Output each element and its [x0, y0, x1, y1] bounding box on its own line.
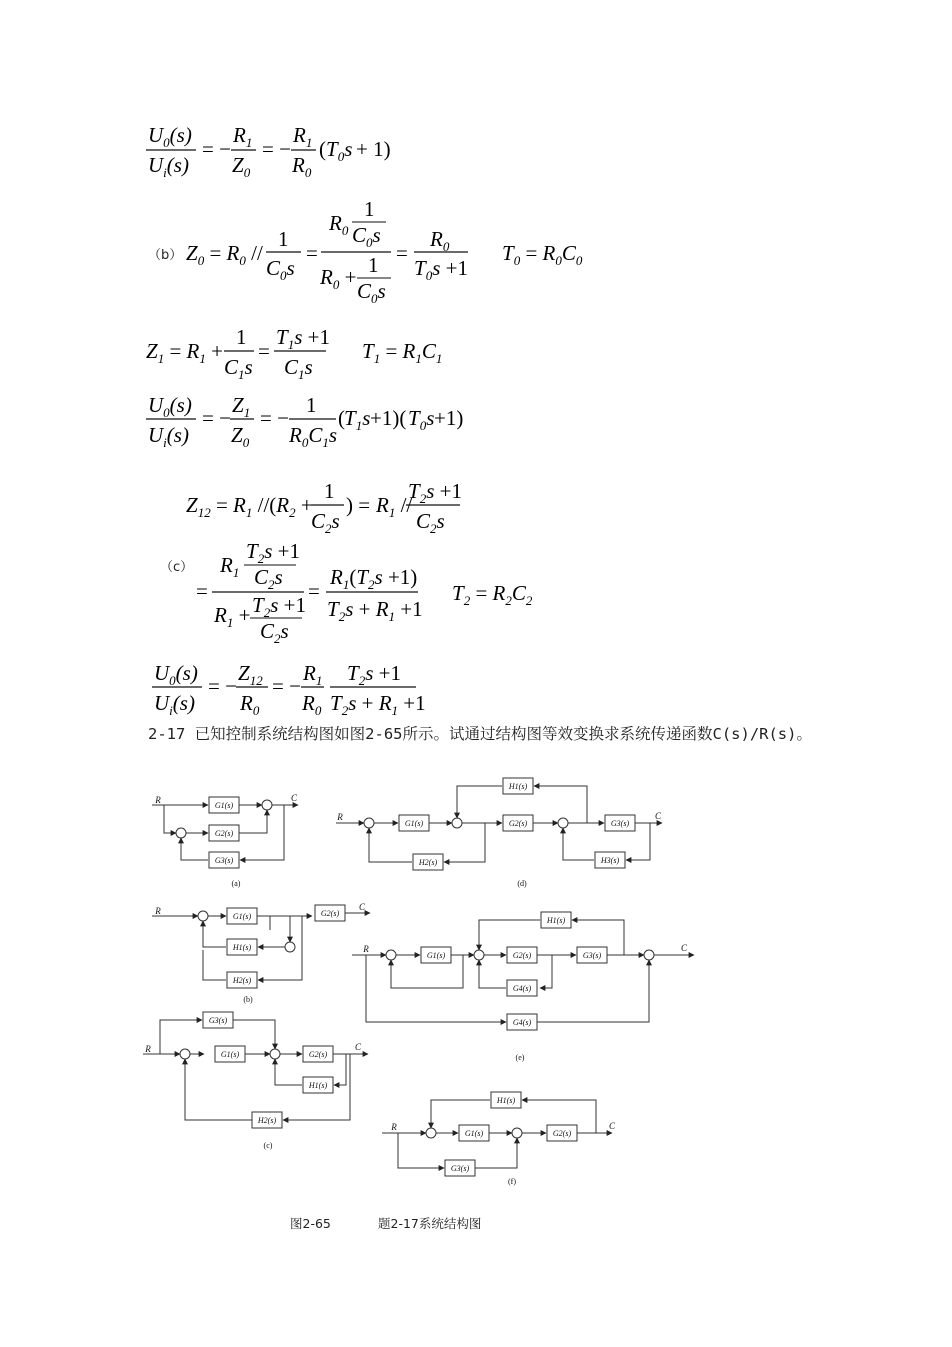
- svg-text:T2s + R1 +1: $T_2s + R_1 +1$: [327, 597, 423, 624]
- sum-b-1: [198, 911, 208, 921]
- svg-text:R1(T2s +1): $R_1(T_2s +1)$: [330, 565, 418, 592]
- svg-text:Ui(s): $U_i(s)$: [148, 423, 189, 450]
- block-e-g4-label: G4(s): [512, 1018, 532, 1027]
- sum-e-3: [644, 950, 654, 960]
- svg-text:R1 //: $R_1$ //: [376, 493, 413, 520]
- block-c-h2-label: H2(s): [257, 1116, 277, 1125]
- block-f-h1-label: H1(s): [496, 1096, 516, 1105]
- svg-text:Z0 = R0 //: $Z_0 = R_0$ //: [186, 241, 263, 268]
- svg-text:R1: $R_1$: [220, 553, 240, 580]
- block-c-g3-label: G3(s): [208, 1016, 228, 1025]
- svg-text:T2s + R1 +1: $T_2s + R_1 +1$: [330, 691, 426, 718]
- block-e-g3-label: G3(s): [582, 951, 602, 960]
- block-e-h1-label: G4(s): [512, 984, 532, 993]
- svg-text:U0(s): $U_0(s)$: [148, 123, 192, 150]
- figure-caption-number: 图2-65: [290, 1216, 331, 1231]
- svg-text:R1 +: $R_1$ +: [214, 603, 251, 630]
- signal-line: [185, 1059, 252, 1120]
- block-d-g1-label: G1(s): [404, 819, 424, 828]
- svg-text:= −: = −: [260, 406, 289, 430]
- svg-text:C2s: $C_2s$: [416, 509, 445, 536]
- signal-line: [275, 1059, 302, 1085]
- svg-text:1: 1: [306, 393, 317, 417]
- svg-text:=: =: [396, 241, 408, 265]
- input-label-e: R: [363, 944, 369, 954]
- svg-text:+1)(: +1)(: [370, 406, 407, 430]
- sum-b-2: [285, 942, 295, 952]
- signal-line: [233, 1020, 275, 1049]
- svg-text:U0(s): $U_0(s)$: [154, 661, 198, 688]
- svg-text:(: (: [319, 137, 326, 161]
- svg-text:Ui(s): $U_i(s)$: [154, 691, 195, 718]
- svg-text:T0 = R0C0: $T_0 = R_0C_0$: [502, 241, 583, 268]
- signal-line: [181, 838, 208, 860]
- input-label-b: R: [155, 906, 161, 916]
- sum-c-1: [180, 1049, 190, 1059]
- svg-text:= −: = −: [202, 137, 231, 161]
- sum-d-2: [452, 818, 462, 828]
- sum-d-1: [364, 818, 374, 828]
- svg-text:T2s +1: $T_2s +1$: [252, 593, 306, 620]
- sum-f-1: [426, 1128, 436, 1138]
- svg-text:T0s +1: $T_0s +1$: [414, 256, 468, 283]
- block-f-g3-label: G3(s): [450, 1164, 470, 1173]
- block-a-g1-label: G1(s): [214, 801, 234, 810]
- input-label-a: R: [155, 795, 161, 805]
- input-label-c: R: [145, 1044, 151, 1054]
- svg-text:T2s +1: $T_2s +1$: [408, 479, 462, 506]
- signal-line: [563, 828, 594, 860]
- svg-text:T2 = R2C2: $T_2 = R_2C_2$: [452, 581, 533, 608]
- block-b-g2-label: G2(s): [320, 909, 340, 918]
- subfig-label-c: (c): [263, 1141, 273, 1150]
- signal-line: [431, 1100, 490, 1128]
- subfig-label-f: (f): [508, 1177, 516, 1186]
- block-d-g3-label: G3(s): [610, 819, 630, 828]
- output-label-e: C: [680, 943, 688, 953]
- svg-text:=: =: [308, 579, 320, 603]
- svg-text:T2s +1: $T_2s +1$: [246, 539, 300, 566]
- svg-text:R0 +: $R_0$ +: [320, 265, 357, 292]
- svg-text:= −: = −: [208, 674, 237, 698]
- block-c-g1-label: G1(s): [220, 1050, 240, 1059]
- svg-text:C0s: $C_0s$: [266, 256, 295, 283]
- signal-line: [334, 1054, 346, 1085]
- label-c: （c）: [160, 560, 194, 575]
- svg-text:= −: = −: [272, 674, 301, 698]
- block-d-g2-label: G2(s): [508, 819, 528, 828]
- sum-f-2: [512, 1128, 522, 1138]
- svg-text:Z1 = R1 +: $Z_1 = R_1$ +: [146, 339, 223, 366]
- figure-caption-title: 题2-17系统结构图: [378, 1216, 482, 1231]
- signal-line: [540, 955, 552, 988]
- svg-text:C1s: $C_1s$: [224, 355, 253, 382]
- sum-e-2: [474, 950, 484, 960]
- input-label-d: R: [337, 812, 343, 822]
- svg-text:1: 1: [278, 227, 289, 251]
- svg-text:R1: $R_1$: [233, 123, 253, 150]
- svg-text:C0s: $C_0s$: [357, 279, 386, 306]
- block-b-h1-label: H1(s): [232, 943, 252, 952]
- svg-text:Z0: $Z_0$: [232, 153, 251, 180]
- svg-text:R0: $R_0$: [292, 153, 312, 180]
- svg-text:Z1: $Z_1$: [232, 393, 251, 420]
- signal-line: [164, 805, 176, 833]
- block-a-g3-label: G3(s): [214, 856, 234, 865]
- svg-text:=: =: [258, 339, 270, 363]
- block-e-h2-label: H1(s): [546, 916, 566, 925]
- svg-text:R0: $R_0$: [329, 211, 349, 238]
- sum-a-out: [262, 800, 272, 810]
- svg-text:Ui(s): $U_i(s)$: [148, 153, 189, 180]
- svg-text:1: 1: [324, 479, 335, 503]
- svg-text:1: 1: [368, 253, 379, 277]
- svg-text:Z12 = R1 //(R2 +: $Z_{12} = R_1$ $//(R_2$ +: [186, 493, 313, 520]
- signal-line: [203, 950, 226, 980]
- svg-text:T0s: $T_0s$: [326, 137, 353, 164]
- sum-a-in: [176, 828, 186, 838]
- svg-text:T1s: $T_1s$: [344, 406, 371, 433]
- signal-line: [479, 920, 540, 950]
- svg-text:R0C1s: $R_0C_1s$: [289, 423, 338, 450]
- block-a-g2-label: G2(s): [214, 829, 234, 838]
- subfig-label-d: (d): [517, 879, 527, 888]
- svg-text:+1): +1): [434, 406, 464, 430]
- signal-line: [160, 1020, 202, 1054]
- subfig-label-a: (a): [231, 879, 241, 888]
- output-label-b: C: [358, 902, 366, 912]
- signal-line: [398, 1133, 444, 1168]
- block-b-g1-label: G1(s): [232, 912, 252, 921]
- svg-text:1: 1: [364, 197, 375, 221]
- svg-text:R0: $R_0$: [240, 691, 260, 718]
- block-c-h1-label: H1(s): [308, 1081, 328, 1090]
- svg-text:= −: = −: [262, 137, 291, 161]
- sum-d-3: [558, 818, 568, 828]
- signal-line: [444, 823, 485, 862]
- svg-text:C2s: $C_2s$: [254, 565, 283, 592]
- svg-text:+ 1): + 1): [356, 137, 391, 161]
- svg-text:(: (: [338, 406, 345, 430]
- svg-text:=: =: [196, 579, 208, 603]
- svg-text:T1 = R1C1: $T_1 = R_1C_1$: [362, 339, 443, 366]
- svg-text:Z12: $Z_{12}$: [238, 661, 263, 688]
- svg-text:= −: = −: [202, 406, 231, 430]
- output-label-f: C: [608, 1121, 616, 1131]
- svg-text:R0: $R_0$: [302, 691, 322, 718]
- output-label-a: C: [290, 793, 298, 803]
- svg-text:T0s: $T_0s$: [408, 406, 435, 433]
- signal-line: [534, 786, 587, 823]
- block-c-g2-label: G2(s): [308, 1050, 328, 1059]
- block-d-h3-label: H1(s): [508, 782, 528, 791]
- output-label-c: C: [354, 1042, 362, 1052]
- input-label-f: R: [391, 1122, 397, 1132]
- svg-text:U0(s): $U_0(s)$: [148, 393, 192, 420]
- svg-text:R0: $R_0$: [430, 227, 450, 254]
- block-f-g1-label: G1(s): [464, 1129, 484, 1138]
- block-e-g1-label: G1(s): [426, 951, 446, 960]
- svg-text:1: 1: [236, 325, 247, 349]
- output-label-d: C: [654, 811, 662, 821]
- signal-line: [475, 1138, 517, 1168]
- subfig-label-e: (e): [515, 1053, 525, 1062]
- svg-text:C0s: $C_0s$: [352, 223, 381, 250]
- svg-text:C1s: $C_1s$: [284, 355, 313, 382]
- block-d-h1-label: H2(s): [418, 858, 438, 867]
- block-d-h2-label: H3(s): [600, 856, 620, 865]
- svg-text:C2s: $C_2s$: [260, 619, 289, 646]
- svg-text:Z0: $Z_0$: [231, 423, 250, 450]
- signal-line: [203, 921, 226, 947]
- sum-c-2: [270, 1049, 280, 1059]
- svg-text:=: =: [306, 241, 318, 265]
- svg-text:T1s +1: $T_1s +1$: [276, 325, 330, 352]
- block-f-g2-label: G2(s): [552, 1129, 572, 1138]
- signal-line: [537, 960, 649, 1022]
- signal-line: [369, 828, 412, 862]
- subfig-label-b: (b): [243, 995, 253, 1004]
- svg-text:T2s +1: $T_2s +1$: [347, 661, 401, 688]
- signal-line: [479, 960, 506, 988]
- block-b-h2-label: H2(s): [232, 976, 252, 985]
- svg-text:) =: ) =: [346, 493, 371, 517]
- svg-text:C2s: $C_2s$: [311, 509, 340, 536]
- svg-text:R1: $R_1$: [293, 123, 313, 150]
- signal-line: [457, 786, 502, 818]
- svg-text:R1: $R_1$: [303, 661, 323, 688]
- problem-statement: 2-17 已知控制系统结构图如图2-65所示。试通过结构图等效变换求系统传递函数C(s)/R(s)。: [148, 725, 812, 743]
- label-b: （b）: [148, 248, 183, 263]
- block-e-g2-label: G2(s): [512, 951, 532, 960]
- signal-line: [239, 810, 267, 833]
- sum-e-1: [386, 950, 396, 960]
